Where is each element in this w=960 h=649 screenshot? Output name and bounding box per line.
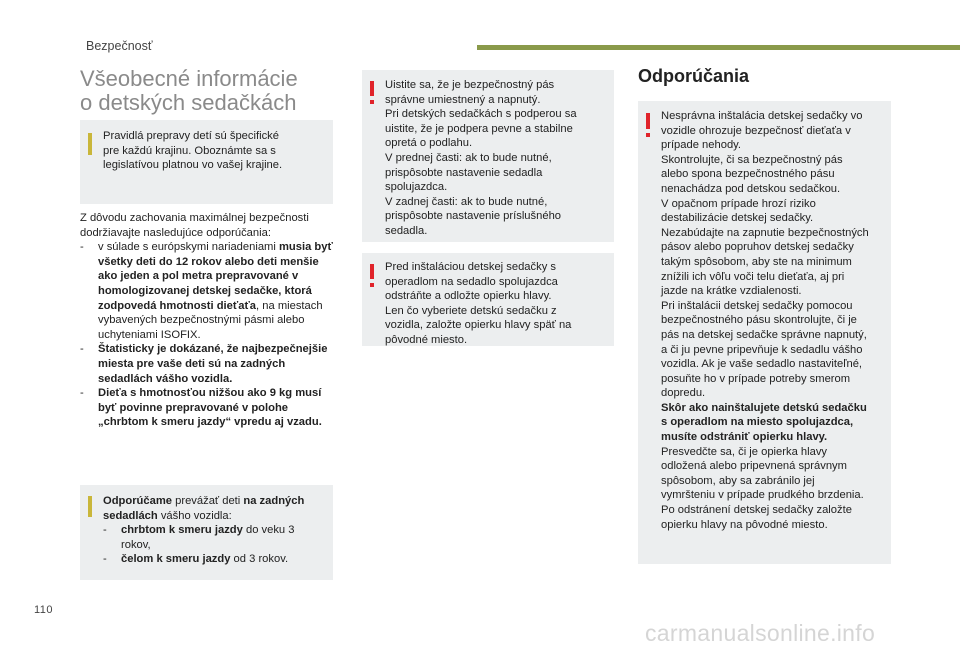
info-box-text: Pravidlá prepravy detí sú špecifické pre každú krajinu. Oboznámte sa s legislatívou platnou vo vašej krajine. xyxy=(103,130,283,172)
warning-bold-text: Skôr ako nainštalujete detskú sedačku s operadlom na miesto spolujazdca, musíte odstrániť opierku hlavy. xyxy=(661,401,867,444)
info-bold-text: na zadných sedadlách xyxy=(103,495,305,522)
list-item xyxy=(103,552,321,567)
info-text: od 3 rokov. xyxy=(230,553,289,566)
warning-text: Presvedčte sa, či je opierka hlavy odložená alebo pripevnená správnym spôsobom, aby sa zabránilo jej vymršteniu v prípade prudkého brzdenia. Po odstránení detskej sedačky založte opierku hlavy na pôvodné miesto. xyxy=(661,445,864,531)
info-icon xyxy=(88,133,92,155)
info-bold-text: Odporúčame xyxy=(103,495,173,507)
page-number: 110 xyxy=(34,604,54,616)
warning-box-recommendations xyxy=(638,101,891,564)
list-item xyxy=(80,342,340,386)
warning-text: Nesprávna inštalácia detskej sedačky vo vozidle ohrozuje bezpečnosť dieťaťa v prípade nehody. Skontrolujte, či sa bezpečnostný pás alebo spona bezpečnostného pásu nenachádza pod detskou sedačkou. V opačnom prípade hrozí riziko destabilizácie detskej sedačky. Nezabúdajte na zapnutie bezpečnostných pásov alebo popruhov detskej sedačky takým spôsobom, aby ste na minimum znížili ich vôľu voči telu dieťaťa, aj pri jazde na krátke vzdialenosti. Pri inštalácii detskej sedačky pomocou bezpečnostného pásu skontrolujte, či je pás na detskej sedačke správne napnutý, a či ju pevne pripevňuje k sedadlu vášho vozidla. Ak je vaše sedadlo nastaviteľné, posuňte ho v prípade potreby smerom dopredu. xyxy=(661,110,869,400)
section-title: Odporúčania xyxy=(638,66,750,86)
page-title-line-2: o detských sedačkách xyxy=(80,90,297,115)
info-icon xyxy=(88,496,92,517)
info-bold-text: čelom k smeru jazdy xyxy=(121,553,231,566)
warning-text: Pred inštaláciou detskej sedačky s operadlom na sedadlo spolujazdca odstráňte a odložte opierku hlavy. Len čo vyberiete detskú sedačku z vozidla, založte opierku hlavy späť na pôvodné miesto. xyxy=(385,261,572,346)
list-dash: - xyxy=(80,387,84,400)
list-item xyxy=(80,240,340,342)
info-text: vášho vozidla: xyxy=(157,509,232,522)
list-item xyxy=(80,386,340,430)
list-dash: - xyxy=(80,241,84,254)
list-item-text: v súlade s európskymi nariadeniami xyxy=(98,241,279,254)
info-text: do veku 3 rokov, xyxy=(121,524,295,551)
list-item-bold-text: musia byť všetky deti do 12 rokov alebo deti menšie ako jeden a pol metra prepravované v homologizovanej detskej sedačke, ktorá zodpovedá hmotnosti dieťaťa xyxy=(98,241,333,312)
warning-icon xyxy=(370,81,374,96)
page-title xyxy=(80,67,298,115)
page-title-line-1: Všeobecné informácie xyxy=(80,66,298,91)
recommendations-list xyxy=(80,211,340,430)
header-accent-bar xyxy=(477,45,960,50)
list-item-bold-text: Štatisticky je dokázané, že najbezpečnejšie miesta pre vaše deti sú na zadných sedadlách vášho vozidla. xyxy=(98,343,328,385)
list-dash: - xyxy=(103,553,107,566)
warning-box-seatbelt xyxy=(362,70,614,242)
info-text: prevážať deti xyxy=(172,495,244,507)
list-item-text: , na miestach vybavených bezpečnostnými pásmi alebo uchyteniami ISOFIX. xyxy=(98,299,323,341)
watermark: carmanualsonline.info xyxy=(645,620,876,646)
intro-lead: Z dôvodu zachovania maximálnej bezpečnosti dodržiavajte nasledujúce odporúčania: xyxy=(80,212,309,239)
section-header: Bezpečnosť xyxy=(86,39,153,53)
list-item xyxy=(103,523,321,552)
warning-icon xyxy=(646,113,650,129)
list-dash: - xyxy=(80,343,84,356)
list-item-bold-text: Dieťa s hmotnosťou nižšou ako 9 kg musí byť povinne prepravované v polohe „chrbtom k smeru jazdy“ vpredu aj vzadu. xyxy=(98,387,322,429)
warning-box-headrest xyxy=(362,253,614,346)
info-box-rear-seats xyxy=(80,485,333,580)
info-box-regulations xyxy=(80,120,333,204)
warning-text: Uistite sa, že je bezpečnostný pás správne umiestnený a napnutý. Pri detských sedačkách s podperou sa uistite, že je podpera pevne a stabilne opretá o podlahu. V prednej časti: ak to bude nutné, prispôsobte nastavenie sedadla spolujazdca. V zadnej časti: ak to bude nutné, prispôsobte nastavenie príslušného sedadla. xyxy=(385,79,577,237)
warning-icon xyxy=(370,264,374,279)
info-bold-text: chrbtom k smeru jazdy xyxy=(121,524,243,537)
list-dash: - xyxy=(103,524,107,537)
